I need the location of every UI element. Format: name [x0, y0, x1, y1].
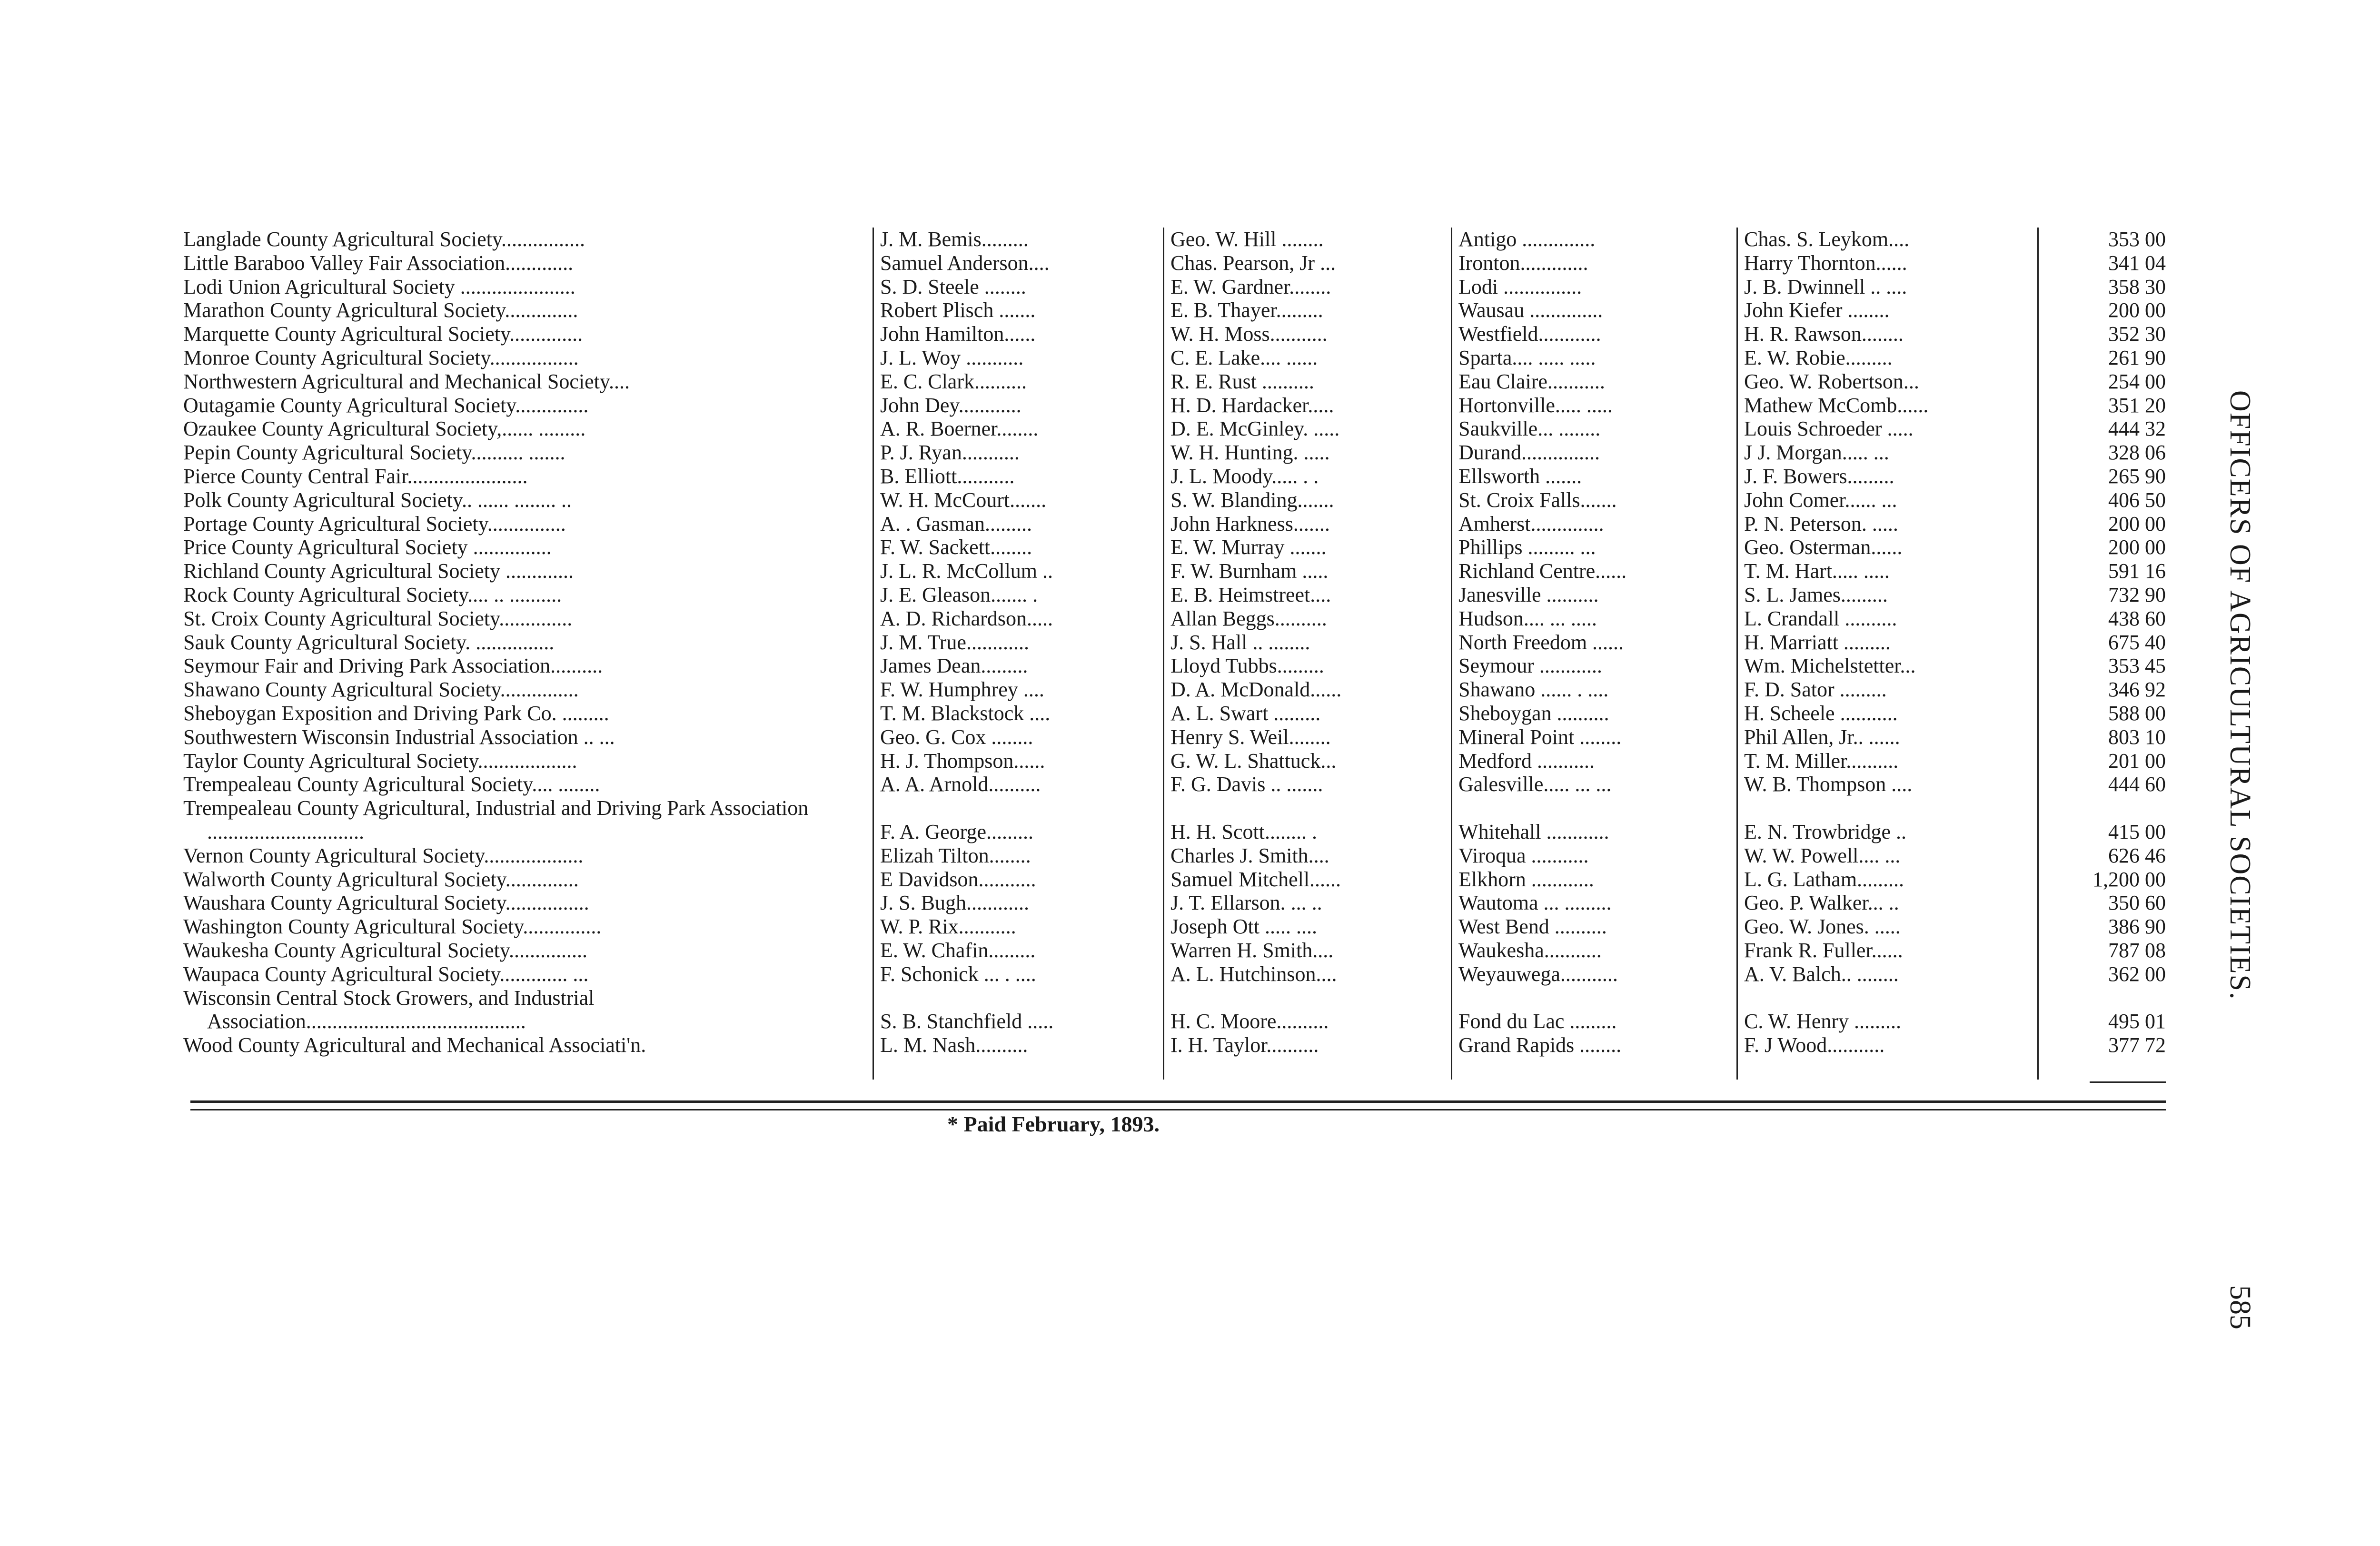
president-name: J. E. Gleason....... .	[880, 583, 1038, 606]
table-row	[183, 465, 2166, 488]
treasurer-name: John Comer...... ...	[1744, 488, 1897, 512]
table-row	[183, 749, 2166, 773]
president-name: F. W. Humphrey ....	[880, 678, 1044, 702]
treasurer-name: Geo. W. Robertson...	[1744, 369, 1919, 393]
table-row	[183, 370, 2166, 394]
secretary-address: Weyauwega...........	[1458, 962, 1618, 986]
treasurer-name: Chas. S. Leykom....	[1744, 228, 1910, 251]
table-row	[183, 702, 2166, 725]
amount-paid: 350 60	[2108, 891, 2166, 915]
amount-paid: 200 00	[2108, 298, 2166, 322]
treasurer-name: C. W. Henry .........	[1744, 1010, 1901, 1033]
president-name: T. M. Blackstock ....	[880, 701, 1051, 725]
table-row	[183, 915, 2166, 939]
table-row	[183, 678, 2166, 702]
president-name: J. S. Bugh............	[880, 891, 1029, 915]
amount-paid: 787 08	[2108, 938, 2166, 962]
table-row	[183, 654, 2166, 678]
president-name: E. C. Clark..........	[880, 369, 1027, 393]
society-name: Sauk County Agricultural Society. ...............	[183, 630, 555, 654]
treasurer-name: T. M. Hart..... .....	[1744, 559, 1890, 583]
amount-paid: 328 06	[2108, 441, 2166, 465]
president-name: A. R. Boerner........	[880, 417, 1039, 441]
treasurer-name: Frank R. Fuller......	[1744, 938, 1903, 962]
amount-paid: 588 00	[2108, 701, 2166, 725]
treasurer-name: W. B. Thompson ....	[1744, 773, 1913, 796]
treasurer-name: A. V. Balch.. ........	[1744, 962, 1899, 986]
secretary-name: R. E. Rust ..........	[1170, 369, 1314, 393]
treasurer-name: H. Scheele ...........	[1744, 701, 1898, 725]
secretary-name: Warren H. Smith....	[1170, 938, 1334, 962]
secretary-name: D. E. McGinley. .....	[1170, 417, 1340, 441]
amount-paid: 803 10	[2108, 725, 2166, 749]
society-name: Portage County Agricultural Society...............	[183, 512, 566, 535]
society-name: Vernon County Agricultural Society...................	[183, 843, 584, 867]
table-bottom-rule-thin	[190, 1109, 2166, 1110]
secretary-name: Lloyd Tubbs.........	[1170, 654, 1324, 678]
amount-paid: 254 00	[2108, 369, 2166, 393]
secretary-name: E. B. Heimstreet....	[1170, 583, 1331, 606]
amount-paid: 201 00	[2108, 749, 2166, 773]
president-name: J. L. Woy ...........	[880, 346, 1024, 369]
secretary-address: Wausau ..............	[1458, 298, 1603, 322]
table-row	[183, 891, 2166, 915]
secretary-name: H. H. Scott........ .	[1170, 820, 1317, 843]
president-name: L. M. Nash..........	[880, 1033, 1028, 1057]
treasurer-name: H. R. Rawson........	[1744, 322, 1904, 346]
society-name: Price County Agricultural Society ...............	[183, 535, 552, 559]
president-name: S. B. Stanchfield .....	[880, 1010, 1054, 1033]
president-name: F. A. George.........	[880, 820, 1033, 843]
secretary-name: F. G. Davis .. .......	[1170, 773, 1323, 796]
secretary-address: Wautoma ... .........	[1458, 891, 1612, 915]
secretary-name: Henry S. Weil........	[1170, 725, 1331, 749]
president-name: W. P. Rix...........	[880, 915, 1016, 939]
amount-paid: 377 72	[2108, 1033, 2166, 1057]
society-name: Waupaca County Agricultural Society............. ...	[183, 962, 589, 986]
treasurer-name: P. N. Peterson. .....	[1744, 512, 1898, 535]
table-row	[183, 251, 2166, 275]
treasurer-name: J. B. Dwinnell .. ....	[1744, 275, 1907, 298]
amount-paid: 626 46	[2108, 843, 2166, 867]
page-number: 585	[2224, 1285, 2256, 1329]
secretary-name: H. C. Moore..........	[1170, 1010, 1329, 1033]
secretary-address: Medford ...........	[1458, 749, 1595, 773]
secretary-name: H. D. Hardacker.....	[1170, 393, 1334, 417]
secretary-address: St. Croix Falls.......	[1458, 488, 1617, 512]
amount-paid: 732 90	[2108, 583, 2166, 606]
president-name: A. D. Richardson.....	[880, 606, 1053, 630]
president-name: F. W. Sackett........	[880, 535, 1032, 559]
society-name: Ozaukee County Agricultural Society,...... .........	[183, 417, 586, 441]
secretary-address: Sparta.... ..... .....	[1458, 346, 1596, 369]
table-row	[183, 607, 2166, 631]
officers-table	[183, 228, 2166, 1057]
secretary-name: E. B. Thayer.........	[1170, 298, 1323, 322]
society-name: Marquette County Agricultural Society..............	[183, 322, 583, 346]
president-name: F. Schonick ... . ....	[880, 962, 1036, 986]
society-name: Wisconsin Central Stock Growers, and Industrial Association..........................................	[183, 986, 595, 1033]
secretary-name: W. H. Hunting. .....	[1170, 441, 1330, 465]
president-name: P. J. Ryan...........	[880, 441, 1020, 465]
president-name: John Hamilton......	[880, 322, 1036, 346]
secretary-name: E. W. Gardner........	[1170, 275, 1331, 298]
treasurer-name: Harry Thornton......	[1744, 251, 1907, 275]
society-name: Washington County Agricultural Society...............	[183, 915, 602, 939]
secretary-address: Eau Claire...........	[1458, 369, 1605, 393]
society-name: Waushara County Agricultural Society................	[183, 891, 589, 915]
treasurer-name: F. J Wood...........	[1744, 1033, 1885, 1057]
society-name: Pepin County Agricultural Society.......... .......	[183, 441, 565, 465]
treasurer-name: Mathew McComb......	[1744, 393, 1929, 417]
table-row	[183, 441, 2166, 465]
society-name: Wood County Agricultural and Mechanical Associati'n.	[183, 1033, 646, 1057]
table-row	[183, 773, 2166, 796]
treasurer-name: E. N. Trowbridge ..	[1744, 820, 1907, 843]
treasurer-name: H. Marriatt .........	[1744, 630, 1891, 654]
table-row	[183, 322, 2166, 346]
treasurer-name: Geo. Osterman......	[1744, 535, 1903, 559]
secretary-address: Galesville..... ... ...	[1458, 773, 1612, 796]
secretary-address: Janesville ..........	[1458, 583, 1599, 606]
secretary-name: J. S. Hall .. ........	[1170, 630, 1310, 654]
secretary-name: J. L. Moody..... . .	[1170, 464, 1319, 488]
table-row	[183, 583, 2166, 607]
treasurer-name: John Kiefer ........	[1744, 298, 1890, 322]
president-name: Geo. G. Cox ........	[880, 725, 1033, 749]
secretary-address: Waukesha...........	[1458, 938, 1602, 962]
table-row	[183, 962, 2166, 986]
amount-paid: 444 32	[2108, 417, 2166, 441]
secretary-name: I. H. Taylor..........	[1170, 1033, 1319, 1057]
amount-paid: 341 04	[2108, 251, 2166, 275]
table-row	[183, 228, 2166, 251]
secretary-address: Mineral Point ........	[1458, 725, 1622, 749]
treasurer-name: Wm. Michelstetter...	[1744, 654, 1916, 678]
treasurer-name: J. F. Bowers.........	[1744, 464, 1894, 488]
amount-paid: 358 30	[2108, 275, 2166, 298]
table-row	[183, 417, 2166, 441]
society-name: St. Croix County Agricultural Society..............	[183, 606, 573, 630]
amount-paid: 353 00	[2108, 228, 2166, 251]
secretary-address: Antigo ..............	[1458, 228, 1596, 251]
treasurer-name: L. Crandall ..........	[1744, 606, 1897, 630]
treasurer-name: T. M. Miller..........	[1744, 749, 1899, 773]
table-row	[183, 559, 2166, 583]
table-row	[183, 1033, 2166, 1057]
table-row	[183, 939, 2166, 962]
secretary-address: Amherst..............	[1458, 512, 1604, 535]
secretary-name: C. E. Lake.... ......	[1170, 346, 1318, 369]
amount-paid: 362 00	[2108, 962, 2166, 986]
secretary-name: Geo. W. Hill ........	[1170, 228, 1324, 251]
society-name: Northwestern Agricultural and Mechanical Society....	[183, 369, 630, 393]
treasurer-name: J J. Morgan..... ...	[1744, 441, 1889, 465]
secretary-address: North Freedom ......	[1458, 630, 1624, 654]
secretary-address: Elkhorn ............	[1458, 867, 1594, 891]
president-name: E Davidson...........	[880, 867, 1036, 891]
secretary-name: Joseph Ott ..... ....	[1170, 915, 1317, 939]
secretary-address: Sheboygan ..........	[1458, 701, 1609, 725]
president-name: W. H. McCourt.......	[880, 488, 1047, 512]
society-name: Shawano County Agricultural Society...............	[183, 678, 579, 702]
amount-paid: 265 90	[2108, 464, 2166, 488]
treasurer-name: Phil Allen, Jr.. ......	[1744, 725, 1900, 749]
column-divider	[2037, 228, 2039, 1080]
secretary-name: J. T. Ellarson. ... ..	[1170, 891, 1322, 915]
secretary-address: West Bend ..........	[1458, 915, 1607, 939]
society-name: Taylor County Agricultural Society...................	[183, 749, 577, 773]
table-row	[183, 394, 2166, 417]
treasurer-name: L. G. Latham.........	[1744, 867, 1904, 891]
secretary-address: Richland Centre......	[1458, 559, 1627, 583]
secretary-address: Saukville... ........	[1458, 417, 1601, 441]
table-row	[183, 868, 2166, 892]
secretary-name: A. L. Hutchinson....	[1170, 962, 1337, 986]
table-row	[183, 275, 2166, 299]
secretary-address: Durand...............	[1458, 441, 1600, 465]
society-name: Pierce County Central Fair.......................	[183, 464, 528, 488]
secretary-name: Samuel Mitchell......	[1170, 867, 1341, 891]
secretary-address: Whitehall ............	[1458, 820, 1609, 843]
society-name: Lodi Union Agricultural Society ......................	[183, 275, 575, 298]
society-name: Polk County Agricultural Society.. ...... ........ ..	[183, 488, 572, 512]
amount-paid: 346 92	[2108, 678, 2166, 702]
column-divider	[1163, 228, 1164, 1080]
secretary-address: Ellsworth .......	[1458, 464, 1582, 488]
society-name: Marathon County Agricultural Society..............	[183, 298, 578, 322]
society-name: Walworth County Agricultural Society..............	[183, 867, 579, 891]
secretary-name: S. W. Blanding.......	[1170, 488, 1334, 512]
treasurer-name: Louis Schroeder .....	[1744, 417, 1914, 441]
secretary-name: Charles J. Smith....	[1170, 843, 1329, 867]
society-name: Rock County Agricultural Society.... .. ..........	[183, 583, 562, 606]
president-name: J. M. True............	[880, 630, 1029, 654]
table-row	[183, 986, 2166, 1034]
footnote: * Paid February, 1893.	[947, 1112, 1160, 1136]
treasurer-name: F. D. Sator .........	[1744, 678, 1887, 702]
treasurer-name: S. L. James.........	[1744, 583, 1888, 606]
table-row	[183, 535, 2166, 559]
society-name: Seymour Fair and Driving Park Association..........	[183, 654, 603, 678]
secretary-address: Grand Rapids ........	[1458, 1033, 1622, 1057]
amount-paid: 406 50	[2108, 488, 2166, 512]
secretary-address: Phillips ......... ...	[1458, 535, 1596, 559]
society-name: Little Baraboo Valley Fair Association.............	[183, 251, 574, 275]
secretary-name: Allan Beggs..........	[1170, 606, 1327, 630]
amount-paid: 591 16	[2108, 559, 2166, 583]
president-name: A. . Gasman.........	[880, 512, 1032, 535]
column-divider	[1736, 228, 1738, 1080]
amount-paid: 352 30	[2108, 322, 2166, 346]
table-row	[183, 346, 2166, 370]
treasurer-name: W. W. Powell.... ...	[1744, 843, 1901, 867]
amount-paid: 353 45	[2108, 654, 2166, 678]
secretary-name: G. W. L. Shattuck...	[1170, 749, 1337, 773]
president-name: Robert Plisch .......	[880, 298, 1036, 322]
column-divider	[1451, 228, 1452, 1080]
society-name: Waukesha County Agricultural Society...............	[183, 938, 588, 962]
amount-paid: 386 90	[2108, 915, 2166, 939]
amount-paid: 495 01	[2108, 1010, 2166, 1033]
society-name: Sheboygan Exposition and Driving Park Co. .........	[183, 701, 609, 725]
society-name: Langlade County Agricultural Society................	[183, 228, 585, 251]
president-name: B. Elliott...........	[880, 464, 1015, 488]
amount-paid: 675 40	[2108, 630, 2166, 654]
treasurer-name: Geo. P. Walker... ..	[1744, 891, 1899, 915]
secretary-address: Hortonville..... .....	[1458, 393, 1613, 417]
secretary-address: Hudson.... ... .....	[1458, 606, 1597, 630]
amount-paid: 438 60	[2108, 606, 2166, 630]
president-name: Samuel Anderson....	[880, 251, 1050, 275]
secretary-name: W. H. Moss...........	[1170, 322, 1328, 346]
amount-paid: 351 20	[2108, 393, 2166, 417]
table-row	[183, 631, 2166, 654]
table-bottom-rule	[190, 1100, 2166, 1103]
secretary-address: Lodi ...............	[1458, 275, 1582, 298]
secretary-address: Westfield............	[1458, 322, 1601, 346]
society-name: Trempealeau County Agricultural, Industrial and Driving Park Association ..............................	[183, 796, 809, 843]
amount-paid: 415 00	[2108, 820, 2166, 843]
amount-paid: 444 60	[2108, 773, 2166, 796]
running-title: OFFICERS OF AGRICULTURAL SOCIETIES.	[2224, 390, 2256, 1001]
secretary-address: Shawano ...... . ....	[1458, 678, 1609, 702]
treasurer-name: E. W. Robie.........	[1744, 346, 1893, 369]
total-rule	[2090, 1081, 2166, 1083]
table-row	[183, 488, 2166, 512]
secretary-name: F. W. Burnham .....	[1170, 559, 1329, 583]
treasurer-name: Geo. W. Jones. .....	[1744, 915, 1901, 939]
amount-paid: 1,200 00	[2092, 867, 2166, 891]
president-name: John Dey............	[880, 393, 1021, 417]
secretary-name: John Harkness.......	[1170, 512, 1330, 535]
president-name: Elizah Tilton........	[880, 843, 1031, 867]
secretary-address: Viroqua ...........	[1458, 843, 1589, 867]
secretary-name: Chas. Pearson, Jr ...	[1170, 251, 1336, 275]
secretary-name: E. W. Murray .......	[1170, 535, 1327, 559]
president-name: E. W. Chafin.........	[880, 938, 1036, 962]
secretary-address: Seymour ............	[1458, 654, 1602, 678]
secretary-address: Ironton.............	[1458, 251, 1588, 275]
table-row	[183, 512, 2166, 536]
president-name: J. L. R. McCollum ..	[880, 559, 1053, 583]
society-name: Richland County Agricultural Society .............	[183, 559, 574, 583]
president-name: James Dean.........	[880, 654, 1028, 678]
secretary-name: D. A. McDonald......	[1170, 678, 1342, 702]
column-divider	[873, 228, 874, 1080]
president-name: H. J. Thompson......	[880, 749, 1045, 773]
society-name: Monroe County Agricultural Society.................	[183, 346, 579, 369]
table-row	[183, 725, 2166, 749]
society-name: Outagamie County Agricultural Society..............	[183, 393, 589, 417]
society-name: Trempealeau County Agricultural Society.... ........	[183, 773, 600, 796]
secretary-name: A. L. Swart .........	[1170, 701, 1321, 725]
amount-paid: 261 90	[2108, 346, 2166, 369]
president-name: J. M. Bemis.........	[880, 228, 1029, 251]
table-row	[183, 796, 2166, 844]
amount-paid: 200 00	[2108, 512, 2166, 535]
table-row	[183, 298, 2166, 322]
amount-paid: 200 00	[2108, 535, 2166, 559]
secretary-address: Fond du Lac .........	[1458, 1010, 1617, 1033]
president-name: S. D. Steele ........	[880, 275, 1026, 298]
president-name: A. A. Arnold..........	[880, 773, 1041, 796]
society-name: Southwestern Wisconsin Industrial Association .. ...	[183, 725, 615, 749]
table-row	[183, 844, 2166, 868]
